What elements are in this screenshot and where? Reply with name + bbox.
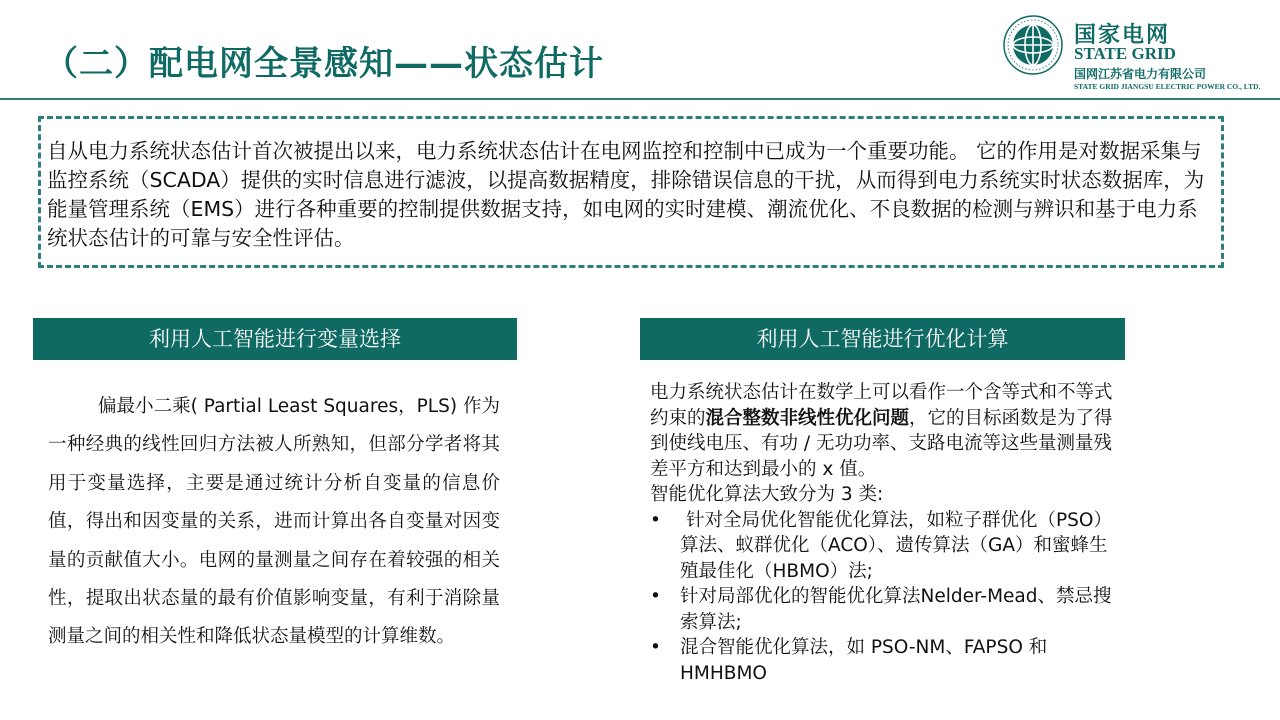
title-divider bbox=[0, 98, 1280, 100]
bullet-icon: • bbox=[650, 637, 661, 658]
list-item bbox=[650, 635, 1120, 686]
right-section-body bbox=[650, 380, 1120, 686]
left-section-body bbox=[48, 388, 500, 657]
state-grid-logo bbox=[1002, 10, 1274, 92]
intro-text: 自从电力系统状态估计首次被提出以来，电力系统状态估计在电网监控和控制中已成为一个重要功能。 它的作用是对数据采集与监控系统（SCADA）提供的实时信息进行滤波，以提高数据精度，排除错误信息的干扰，从而得到电力系统实时状态数据库，为能量管理系统（EMS）进行各种重要的控制提供数据支持，如电网的实时建模、潮流优化、不良数据的检测与辨识和基于电力系统状态估计的可靠与安全性评估。 bbox=[47, 139, 1205, 250]
logo-name-en: STATE GRID bbox=[1074, 44, 1176, 63]
right-section-heading: 利用人工智能进行优化计算 bbox=[640, 318, 1125, 360]
left-section-heading: 利用人工智能进行变量选择 bbox=[33, 318, 517, 360]
list-item-text: 针对局部优化的智能优化算法Nelder-Mead、禁忌搜索算法; bbox=[680, 586, 1112, 633]
list-item bbox=[650, 508, 1120, 585]
bullet-icon: • bbox=[650, 509, 661, 531]
list-item-text: 混合智能优化算法，如 PSO-NM、FAPSO 和 HMHBMO bbox=[680, 637, 1048, 684]
intro-box bbox=[38, 116, 1224, 268]
logo-company-en: STATE GRID JIANGSU ELECTRIC POWER CO., LTD. bbox=[1074, 82, 1261, 91]
bullet-icon: • bbox=[650, 586, 661, 607]
right-para-bold: 混合整数非线性优化问题 bbox=[705, 407, 910, 429]
right-para-before: 电力系统状态估计在数学上可以看作一个含等式和不等式约束的 bbox=[650, 382, 1113, 429]
page-title: （二）配电网全景感知——状态估计 bbox=[44, 44, 604, 84]
logo-company-cn: 国网江苏省电力有限公司 bbox=[1074, 67, 1207, 81]
left-body-text: 偏最小二乘( Partial Least Squares，PLS) 作为一种经典的线性回归方法被人所熟知，但部分学者将其用于变量选择，主要是通过统计分析自变量的信息价值，得出和因变量的关系，进而计算出各自变量对因变量的贡献值大小。电网的量测量之间存在着较强的相关性，提取出状态量的最有价值影响变量，有利于消除量测量之间的相关性和降低状态量模型的计算维数。 bbox=[48, 396, 500, 648]
list-item-text: 针对全局优化智能优化算法，如粒子群优化（PSO）算法、蚁群优化（ACO）、遗传算法（GA）和蜜蜂生殖最佳化（HBMO）法; bbox=[680, 509, 1112, 582]
right-para-after: ，它的目标函数是为了得到使线电压、有功 / 无功功率、支路电流等这些量测量残差平方和达到最小的 x 值。 bbox=[650, 407, 1113, 480]
state-grid-emblem-icon bbox=[1002, 14, 1064, 76]
algorithm-intro-line: 智能优化算法大致分为 3 类: bbox=[650, 484, 884, 505]
list-item bbox=[650, 584, 1120, 635]
right-intro-paragraph bbox=[650, 380, 1120, 482]
logo-name-cn: 国家电网 bbox=[1074, 23, 1171, 48]
algorithm-list bbox=[650, 508, 1120, 687]
